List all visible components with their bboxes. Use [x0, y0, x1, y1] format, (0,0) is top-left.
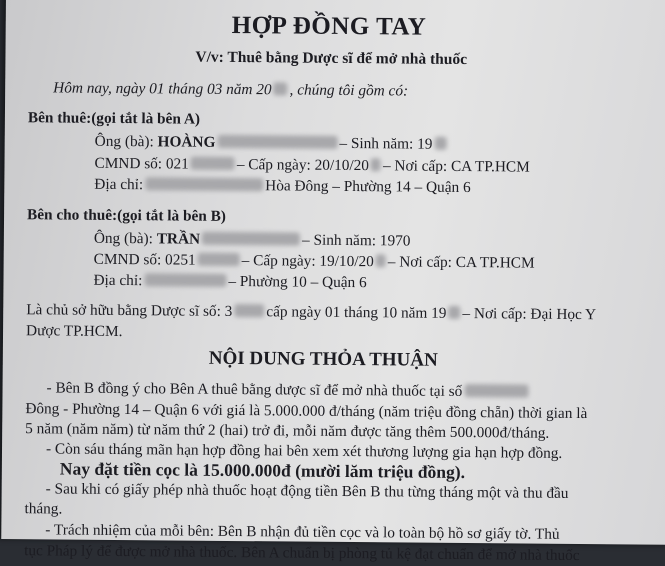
- party-b-address: – Phường 10 – Quận 6: [228, 272, 367, 292]
- party-a-issue-date: – Cấp ngày: 20/10/20: [236, 156, 370, 175]
- party-a-id: CMND số: 021: [94, 154, 189, 173]
- intro-text: Hôm nay, ngày 01 tháng 03 năm 20: [53, 79, 272, 99]
- party-a-heading: Bên thuê:(gọi tắt là bên A): [27, 109, 201, 128]
- party-b-id-line: [94, 251, 535, 273]
- clause-4-line-2: tục Pháp lý để được mở nhà thuốc. Bên A chuẩn bị phòng tủ kệ đạt chuẩn để mở nhà thuốc: [24, 542, 580, 565]
- owner-issue-place: – Nơi cấp: Đại Học Y: [462, 304, 597, 324]
- party-a-address: Hòa Đông – Phường 14 – Quận 6: [265, 177, 471, 197]
- redacted-address: [145, 177, 263, 191]
- document-subtitle: V/v: Thuê bằng Dược sĩ để mở nhà thuốc: [195, 48, 468, 69]
- owner-issue-date: cấp ngày 01 tháng 10 năm 19: [266, 303, 447, 322]
- party-a-name-line: [95, 133, 449, 154]
- clause-3-line-2: tháng.: [24, 500, 63, 518]
- party-b-id: CMND số: 0251: [93, 250, 196, 269]
- clause-3-line-1: - Sau khi có giấy phép nhà thuốc hoạt động tiền Bên B thu từng tháng một và thu đầu: [45, 480, 569, 502]
- party-a-birth: – Sinh năm: 19: [339, 134, 433, 153]
- name-label: Ông (bà):: [93, 229, 157, 248]
- contract-page: [1, 0, 665, 565]
- intro-line: [53, 79, 408, 100]
- redacted-id: [191, 157, 235, 170]
- clause-1-line-2: Đông - Phường 14 – Quận 6 với giá là 5.000.000 đ/tháng (năm triệu đồng chẵn) thời gian là: [25, 400, 588, 423]
- owner-line-1: [26, 301, 596, 324]
- party-b-name-line: [94, 230, 411, 251]
- party-a-name: HOÀNG: [157, 133, 216, 151]
- party-a-address-line: [94, 176, 470, 197]
- redacted-name: [202, 232, 300, 246]
- party-a-issue-place: – Nơi cấp: CA TP.HCM: [382, 157, 530, 176]
- name-label: Ông (bà):: [94, 132, 158, 151]
- redacted-license: [234, 304, 264, 317]
- owner-license: Là chủ sở hữu bằng Dược sĩ số: 3: [26, 301, 233, 320]
- party-b-birth: – Sinh năm: 1970: [302, 231, 411, 250]
- deposit-clause: Nay đặt tiền cọc là 15.000.000đ (mười lăm triệu đồng).: [59, 458, 466, 483]
- party-b-heading: Bên cho thuê:(gọi tắt là bên B): [27, 206, 227, 225]
- clause-1-text: - Bên B đồng ý cho Bên A thuê bằng dược sĩ để mở nhà thuốc tại số: [46, 379, 463, 400]
- clause-1-line-1: [46, 379, 530, 401]
- party-b-address-line: [93, 272, 366, 292]
- redacted-id: [198, 253, 240, 266]
- party-a-id-line: [94, 155, 529, 177]
- owner-line-2: Dược TP.HCM.: [25, 322, 123, 341]
- clause-2: - Còn sáu tháng mãn hạn hợp đồng hai bên xem xét thương lượng gia hạn hợp đồng.: [45, 440, 563, 462]
- address-label: Địa chỉ:: [93, 271, 143, 290]
- redacted-date: [371, 158, 381, 171]
- redacted-year: [448, 306, 460, 319]
- party-b-issue-date: – Cấp ngày: 19/10/20: [241, 252, 374, 271]
- party-b-issue-place: – Nơi cấp: CA TP.HCM: [387, 253, 535, 272]
- address-label: Địa chỉ:: [94, 175, 144, 194]
- redacted-address: [144, 273, 226, 287]
- redacted-year: [274, 82, 288, 95]
- redacted-birth: [434, 137, 446, 150]
- redacted-date: [376, 254, 386, 267]
- redacted-name: [217, 135, 337, 149]
- document-title: HỢP ĐỒNG TAY: [231, 11, 427, 41]
- clause-4-line-1: - Trách nhiệm của mỗi bên: Bên B nhận đủ tiền cọc và lo toàn bộ hồ sơ giấy tờ. Thủ: [45, 521, 560, 543]
- party-b-name: TRẦN: [156, 230, 201, 248]
- clause-1-line-3: 5 năm (năm năm) từ năm thứ 2 (hai) trở đi, mỗi năm được tăng thêm 500.000đ/tháng.: [25, 420, 550, 442]
- intro-end: , chúng tôi gồm có:: [289, 81, 409, 100]
- redacted-address: [464, 384, 528, 398]
- section-title: NỘI DUNG THỎA THUẬN: [208, 347, 438, 371]
